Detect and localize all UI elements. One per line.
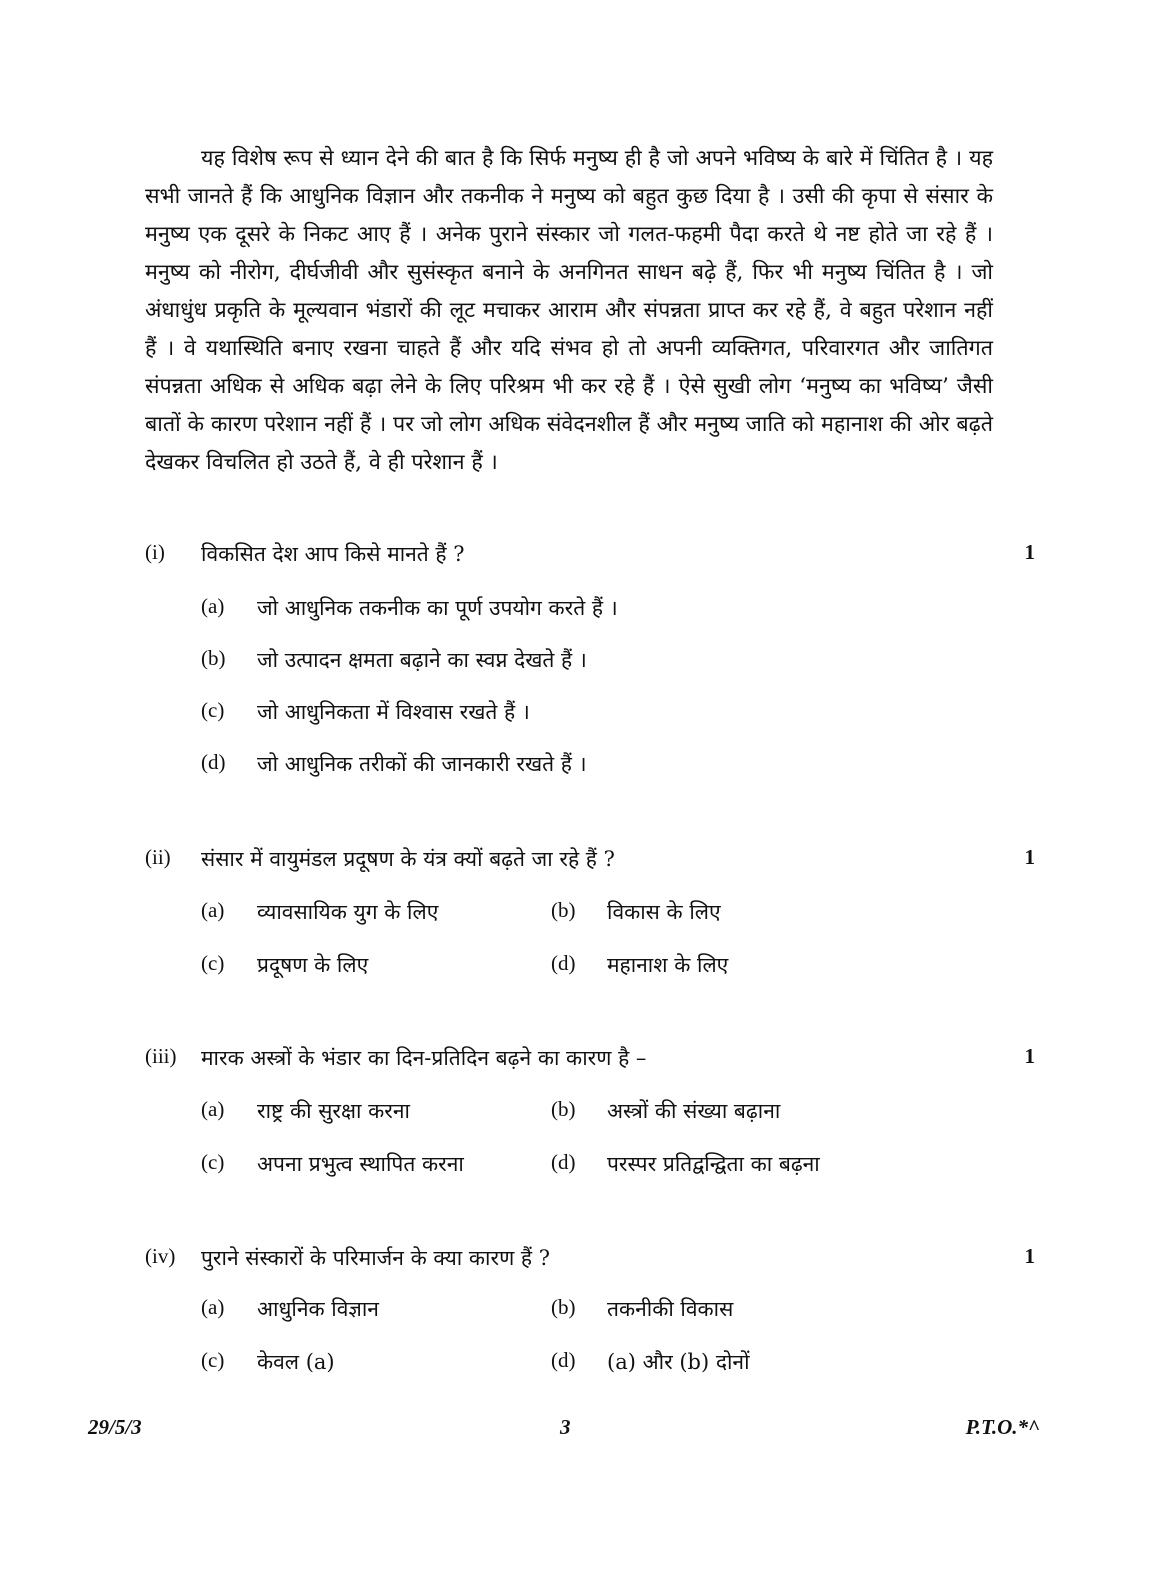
option-label: (b) [551, 1097, 576, 1121]
option-text: प्रदूषण के लिए [257, 953, 369, 977]
option-text: केवल (a) [257, 1350, 335, 1374]
option-label: (a) [201, 1295, 225, 1319]
option-label: (a) [201, 594, 225, 618]
question-text: मारक अस्त्रों के भंडार का दिन-प्रतिदिन बढ़ने का कारण है – [201, 1046, 647, 1070]
passage-text: यह विशेष रूप से ध्यान देने की बात है कि सिर्फ मनुष्य ही है जो अपने भविष्य के बारे में चिंतित है । यह सभी जानते हैं कि आधुनिक विज्ञान और तकनीक ने मनुष्य को बहुत कुछ दिया है । उसी की कृपा से संसार के मनुष्य एक दूसरे के निकट आए हैं । अनेक पुराने संस्कार जो गलत-फहमी पैदा करते थे नष्ट होते जा रहे हैं । मनुष्य को नीरोग, दीर्घजीवी और सुसंस्कृत बनाने के अनगिनत साधन बढ़े हैं, फिर भी मनुष्य चिंतित है । जो अंधाधुंध प्रकृति के मूल्यवान भंडारों की लूट मचाकर आराम और संपन्नता प्राप्त कर रहे हैं, वे बहुत परेशान नहीं हैं । वे यथास्थिति बनाए रखना चाहते हैं और यदि संभव हो तो अपनी व्यक्तिगत, परिवारगत और जातिगत संपन्नता अधिक से अधिक बढ़ा लेने के लिए परिश्रम भी कर रहे हैं । ऐसे सुखी लोग ‘मनुष्य का भविष्य’ जैसी बातों के कारण परेशान नहीं हैं । पर जो लोग अधिक संवेदनशील हैं और मनुष्य जाति को महानाश की ओर बढ़ते देखकर विचलित हो उठते हैं, वे ही परेशान हैं । [145, 146, 993, 475]
question-text: संसार में वायुमंडल प्रदूषण के यंत्र क्यों बढ़ते जा रहे हैं ? [201, 847, 615, 871]
question-text: पुराने संस्कारों के परिमार्जन के क्या कारण हैं ? [201, 1246, 551, 1270]
option-label: (b) [201, 646, 226, 670]
question-3 [145, 1044, 1045, 1084]
option-label: (c) [201, 698, 225, 722]
option-text: महानाश के लिए [607, 953, 729, 977]
option-text: व्यावसायिक युग के लिए [257, 900, 439, 924]
option-label: (d) [551, 1150, 576, 1174]
option-text: अस्त्रों की संख्या बढ़ाना [607, 1099, 781, 1123]
page-number: 3 [560, 1415, 571, 1439]
question-2 [145, 845, 1045, 885]
option-label: (b) [551, 1295, 576, 1319]
option-text: जो आधुनिक तरीकों की जानकारी रखते हैं । [257, 752, 587, 776]
question-text: विकसित देश आप किसे मानते हैं ? [201, 542, 465, 566]
option-label: (d) [551, 951, 576, 975]
option-text: जो उत्पादन क्षमता बढ़ाने का स्वप्न देखते हैं । [257, 648, 587, 672]
option-label: (a) [201, 898, 225, 922]
option-text: जो आधुनिकता में विश्वास रखते हैं । [257, 700, 530, 724]
option-text: राष्ट्र की सुरक्षा करना [257, 1099, 410, 1123]
option-label: (c) [201, 1150, 225, 1174]
question-number: (iii) [145, 1044, 177, 1068]
question-marks: 1 [1024, 845, 1035, 869]
option-text: अपना प्रभुत्व स्थापित करना [257, 1152, 464, 1176]
question-marks: 1 [1024, 1044, 1035, 1068]
option-label: (c) [201, 951, 225, 975]
option-text: आधुनिक विज्ञान [257, 1297, 379, 1321]
question-4 [145, 1244, 1045, 1284]
option-label: (d) [551, 1348, 576, 1372]
paper-code: 29/5/3 [88, 1415, 142, 1439]
question-1 [145, 540, 1045, 580]
pto-marker: P.T.O.*^ [965, 1415, 1040, 1439]
question-number: (ii) [145, 845, 171, 869]
question-marks: 1 [1024, 1244, 1035, 1268]
question-number: (i) [145, 540, 165, 564]
option-label: (c) [201, 1348, 225, 1372]
option-text: तकनीकी विकास [607, 1297, 734, 1321]
option-text: जो आधुनिक तकनीक का पूर्ण उपयोग करते हैं । [257, 596, 618, 620]
question-number: (iv) [145, 1244, 176, 1268]
option-label: (b) [551, 898, 576, 922]
option-text: विकास के लिए [607, 900, 721, 924]
option-label: (a) [201, 1097, 225, 1121]
option-text: (a) और (b) दोनों [607, 1350, 750, 1374]
option-label: (d) [201, 750, 226, 774]
question-marks: 1 [1024, 540, 1035, 564]
option-text: परस्पर प्रतिद्वन्द्विता का बढ़ना [607, 1152, 820, 1176]
